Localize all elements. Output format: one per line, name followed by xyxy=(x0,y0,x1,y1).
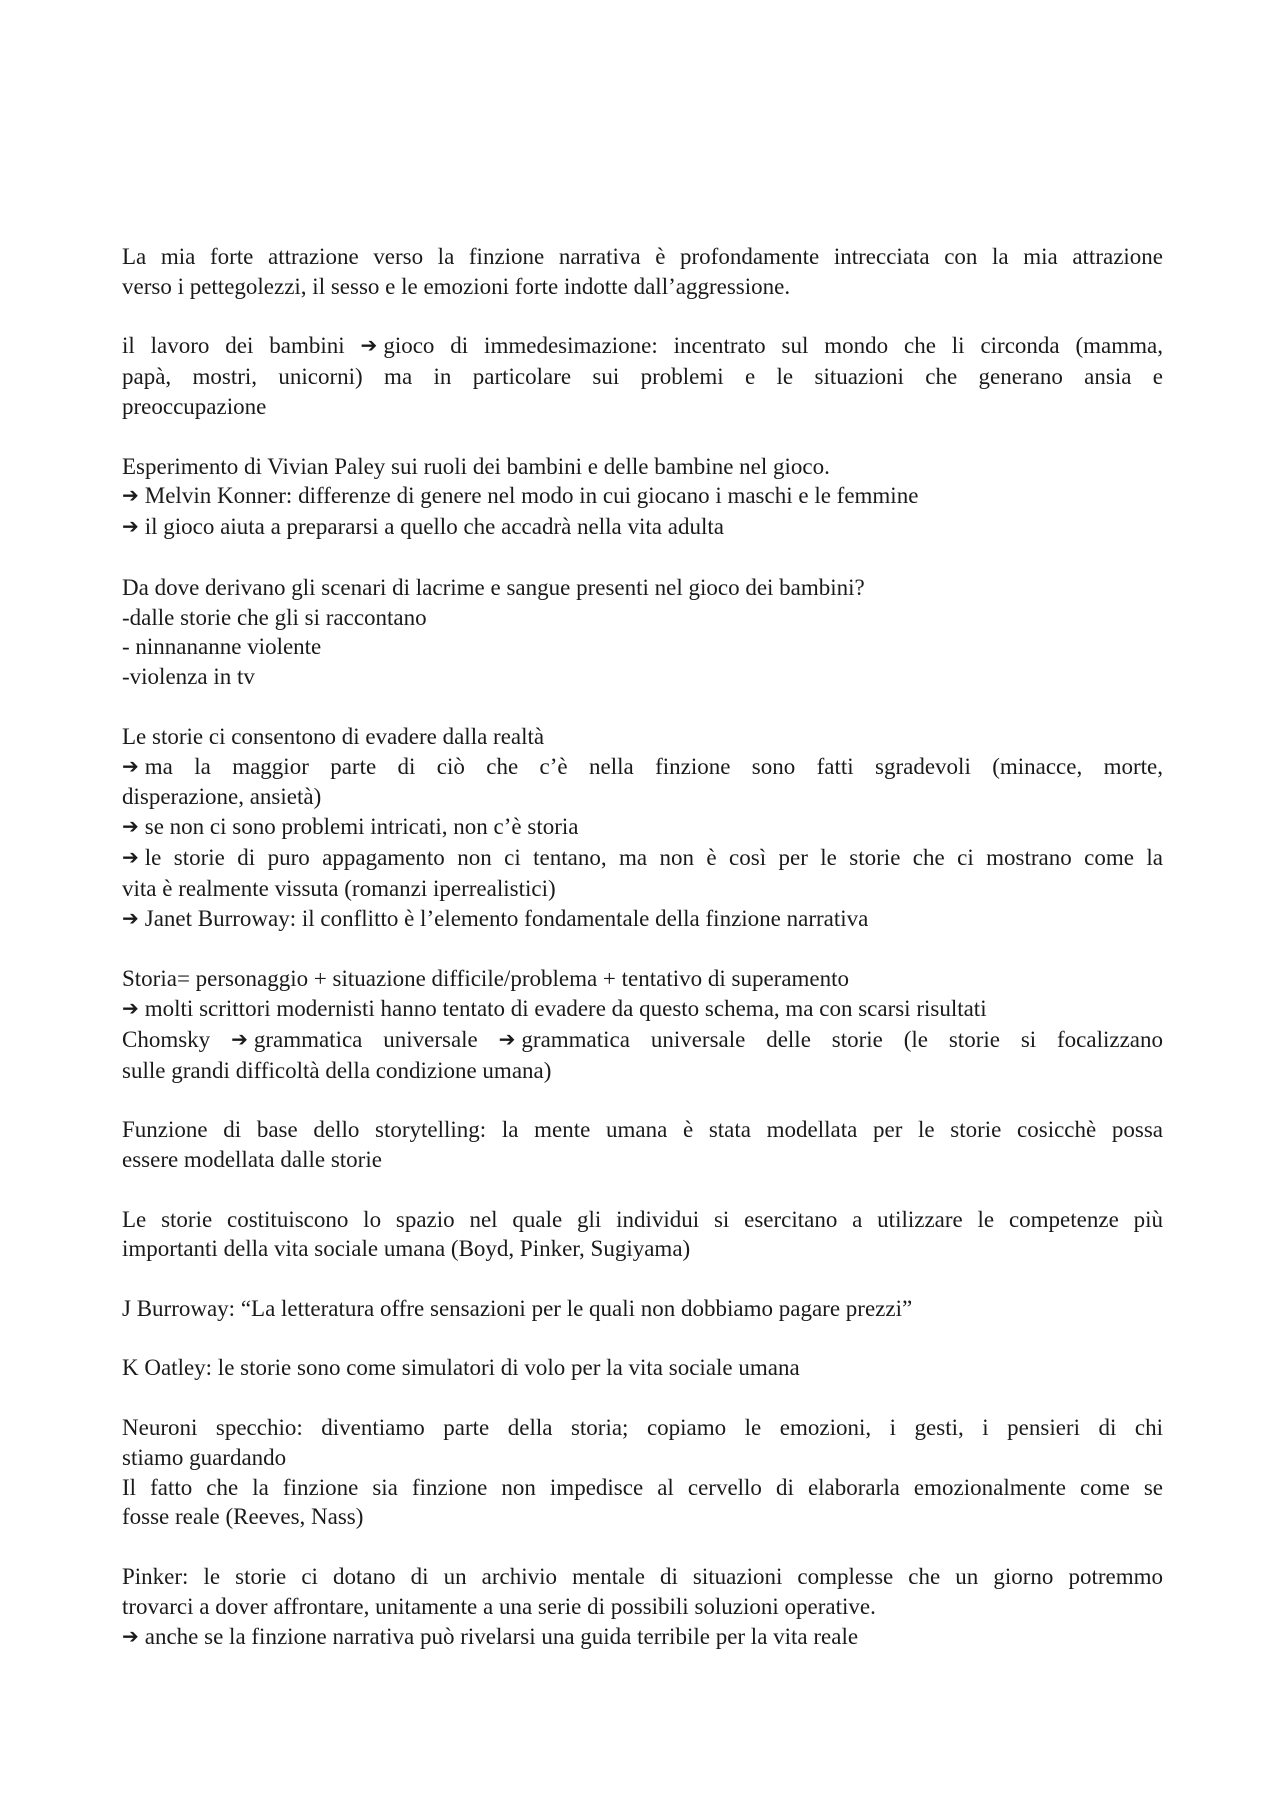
line-text: disperazione, ansietà) xyxy=(122,784,322,810)
text-line xyxy=(122,752,1163,783)
paragraph xyxy=(122,722,1163,935)
text-line xyxy=(122,272,1163,302)
text-line xyxy=(122,1353,1163,1383)
line-text: - ninnananne violente xyxy=(122,634,322,660)
text-line xyxy=(122,843,1163,874)
text-line xyxy=(122,481,1163,512)
text-line xyxy=(122,1622,1163,1653)
text-line xyxy=(122,1234,1163,1264)
text-line xyxy=(122,331,1163,362)
arrow-right-icon: ➔ xyxy=(122,1623,139,1648)
text-line xyxy=(122,512,1163,543)
line-text: Da dove derivano gli scenari di lacrime e sangue presenti nel gioco dei bambini? xyxy=(122,574,865,600)
line-text: molti scrittori modernisti hanno tentato di evadere da questo schema, ma con scarsi risultati xyxy=(144,995,987,1021)
line-text: La mia forte attrazione verso la finzione narrativa è profondamente intrecciata con la mia attrazione xyxy=(122,244,1163,269)
text-line xyxy=(122,812,1163,843)
line-text: K Oatley: le storie sono come simulatori di volo per la vita sociale umana xyxy=(122,1355,800,1381)
line-text: Storia= personaggio + situazione difficile/problema + tentativo di superamento xyxy=(122,966,850,992)
arrow-right-icon: ➔ xyxy=(122,905,139,930)
text-line xyxy=(122,632,1163,662)
line-text: -violenza in tv xyxy=(122,664,255,690)
text-line xyxy=(122,722,1163,752)
text-line xyxy=(122,782,1163,812)
text-line xyxy=(122,452,1163,482)
text-line xyxy=(122,603,1163,633)
line-text: le storie di puro appagamento non ci tentano, ma non è così per le storie che ci mostrano come la xyxy=(144,844,1163,870)
arrow-right-icon: ➔ xyxy=(122,995,139,1020)
text-line xyxy=(122,964,1163,994)
line-text: gioco di immedesimazione: incentrato sul mondo che li circonda (mamma, xyxy=(383,333,1163,359)
paragraph xyxy=(122,1413,1163,1532)
arrow-right-icon: ➔ xyxy=(122,483,139,508)
line-text: essere modellata dalle storie xyxy=(122,1146,382,1172)
line-text: grammatica universale delle storie (le storie si focalizzano xyxy=(521,1026,1164,1052)
text-line xyxy=(122,1443,1163,1473)
line-text: vita è realmente vissuta (romanzi iperrealistici) xyxy=(122,875,556,901)
paragraph xyxy=(122,331,1163,421)
paragraph xyxy=(122,573,1163,692)
paragraph xyxy=(122,242,1163,302)
arrow-right-icon: ➔ xyxy=(231,1026,248,1051)
line-text: papà, mostri, unicorni) ma in particolare sui problemi e le situazioni che generano ansia e xyxy=(122,364,1163,390)
text-line xyxy=(122,1294,1163,1324)
text-line xyxy=(122,1413,1163,1443)
text-line xyxy=(122,1592,1163,1622)
text-line xyxy=(122,1473,1163,1503)
line-text: Il fatto che la finzione sia finzione non impedisce al cervello di elaborarla emozionalmente come se xyxy=(122,1474,1163,1500)
paragraph xyxy=(122,452,1163,543)
line-text: ma la maggior parte di ciò che c’è nella finzione sono fatti sgradevoli (minacce, morte, xyxy=(144,753,1163,779)
text-line xyxy=(122,392,1163,422)
line-text: verso i pettegolezzi, il sesso e le emozioni forte indotte dall’aggressione. xyxy=(122,273,791,299)
line-text: Le storie costituiscono lo spazio nel quale gli individui si esercitano a utilizzare le competenze più xyxy=(122,1206,1163,1232)
line-text: Pinker: le storie ci dotano di un archivio mentale di situazioni complesse che un giorno potremmo xyxy=(122,1564,1163,1590)
paragraph xyxy=(122,964,1163,1085)
line-text: Neuroni specchio: diventiamo parte della storia; copiamo le emozioni, i gesti, i pensieri di chi xyxy=(122,1415,1163,1441)
arrow-right-icon: ➔ xyxy=(122,814,139,839)
line-text: il lavoro dei bambini xyxy=(122,333,345,359)
paragraph xyxy=(122,1205,1163,1265)
line-text: importanti della vita sociale umana (Boyd, Pinker, Sugiyama) xyxy=(122,1236,691,1262)
line-text: Funzione di base dello storytelling: la mente umana è stata modellata per le storie cosicchè possa xyxy=(122,1117,1163,1143)
text-line xyxy=(122,904,1163,935)
line-text: Esperimento di Vivian Paley sui ruoli dei bambini e delle bambine nel gioco. xyxy=(122,453,830,479)
text-line xyxy=(122,1205,1163,1235)
text-line xyxy=(122,994,1163,1025)
text-line xyxy=(122,1562,1163,1592)
text-line xyxy=(122,362,1163,392)
line-text: Le storie ci consentono di evadere dalla realtà xyxy=(122,723,545,749)
arrow-right-icon: ➔ xyxy=(360,333,378,358)
line-text: se non ci sono problemi intricati, non c’è storia xyxy=(144,814,579,840)
line-text: Janet Burroway: il conflitto è l’elemento fondamentale della finzione narrativa xyxy=(144,905,869,931)
text-line xyxy=(122,874,1163,904)
line-text: sulle grandi difficoltà della condizione umana) xyxy=(122,1057,552,1083)
line-text: anche se la finzione narrativa può rivelarsi una guida terribile per la vita reale xyxy=(144,1623,859,1649)
document-body xyxy=(122,242,1163,1652)
line-text: preoccupazione xyxy=(122,393,267,419)
line-text: -dalle storie che gli si raccontano xyxy=(122,604,427,630)
paragraph xyxy=(122,1562,1163,1652)
arrow-right-icon: ➔ xyxy=(122,514,139,539)
text-line xyxy=(122,1145,1163,1175)
line-text: Chomsky xyxy=(122,1026,211,1052)
arrow-right-icon: ➔ xyxy=(498,1026,516,1051)
text-line xyxy=(122,1115,1163,1145)
line-text: il gioco aiuta a prepararsi a quello che accadrà nella vita adulta xyxy=(144,514,724,540)
paragraph xyxy=(122,1294,1163,1324)
line-text: fosse reale (Reeves, Nass) xyxy=(122,1504,364,1530)
text-line xyxy=(122,573,1163,603)
line-text: stiamo guardando xyxy=(122,1444,287,1470)
document-page xyxy=(122,242,1163,1682)
paragraph xyxy=(122,1353,1163,1383)
text-line xyxy=(122,662,1163,692)
text-line xyxy=(122,1056,1163,1086)
paragraph xyxy=(122,1115,1163,1175)
text-line xyxy=(122,1025,1163,1056)
line-text: trovarci a dover affrontare, unitamente a una serie di possibili soluzioni operative. xyxy=(122,1593,876,1619)
text-line xyxy=(122,1502,1163,1532)
line-text: grammatica universale xyxy=(253,1026,478,1052)
text-line xyxy=(122,242,1163,272)
arrow-right-icon: ➔ xyxy=(122,753,139,778)
line-text: Melvin Konner: differenze di genere nel modo in cui giocano i maschi e le femmine xyxy=(144,483,919,509)
line-text: J Burroway: “La letteratura offre sensazioni per le quali non dobbiamo pagare prezzi” xyxy=(122,1295,913,1321)
arrow-right-icon: ➔ xyxy=(122,844,139,869)
